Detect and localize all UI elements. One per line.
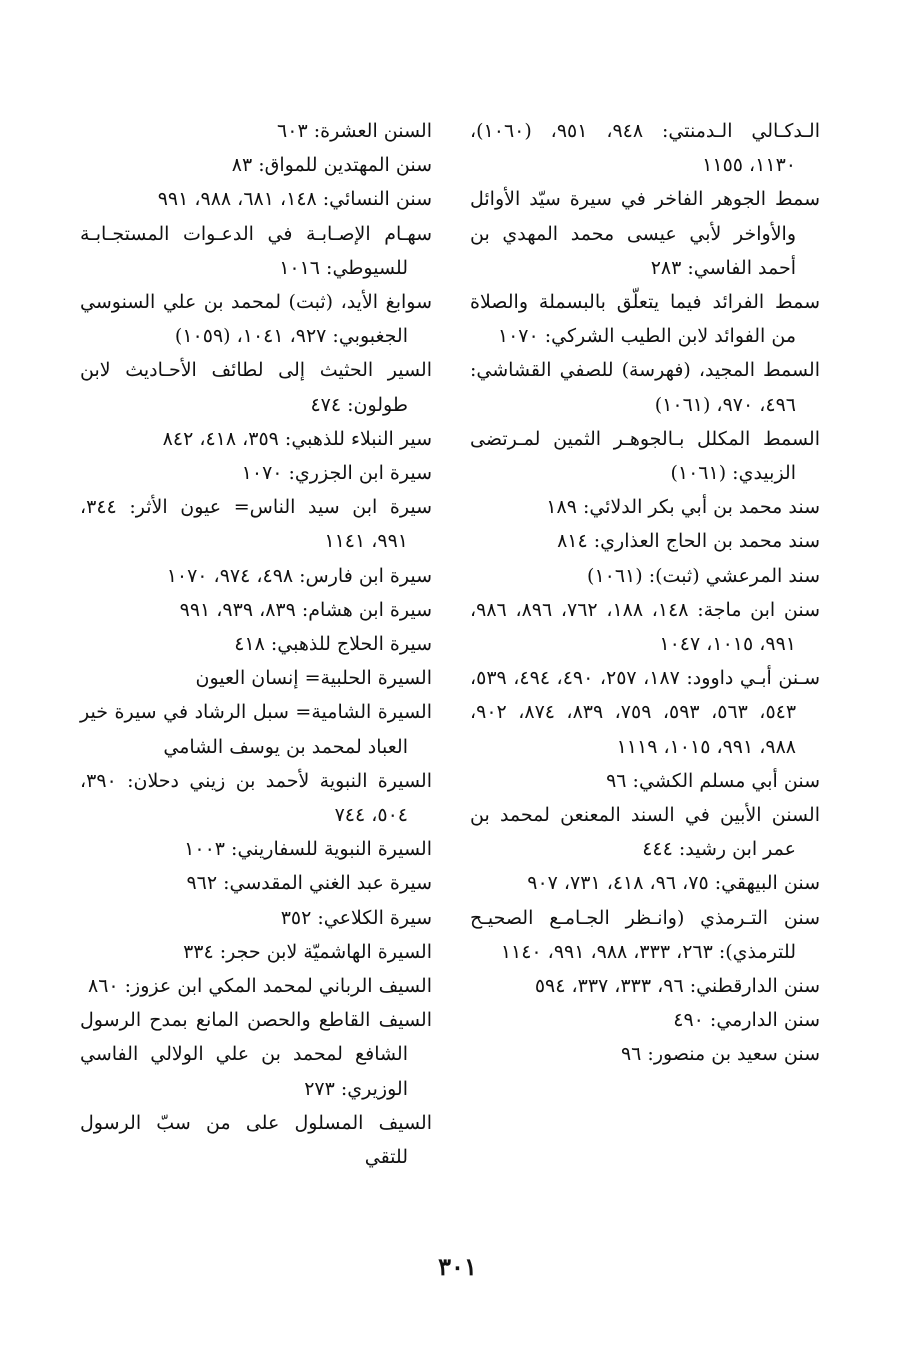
index-entry: سير النبلاء للذهبي: ٣٥٩، ٤١٨، ٨٤٢	[162, 427, 432, 450]
index-entry: سيرة الحلاج للذهبي: ٤١٨	[234, 633, 432, 656]
index-entry: سنن النسائي: ١٤٨، ٦٨١، ٩٨٨، ٩٩١	[157, 188, 432, 211]
index-entry: سنن التـرمذي (وانـظر الجـامـع الصحيـح للترمذي): ٢٦٣، ٣٣٣، ٩٨٨، ٩٩١، ١١٤٠	[470, 906, 820, 963]
index-entry: السير الحثيث إلى لطائف الأحـاديث لابن طولون: ٤٧٤	[80, 359, 432, 416]
index-entry: السيرة الهاشميّة لابن حجر: ٣٣٤	[183, 940, 432, 963]
index-entry: السيرة الشامية= سبل الرشاد في سيرة خير العباد لمحمد بن يوسف الشامي	[80, 701, 432, 758]
index-entry: سند المرعشي (ثبت): (١٠٦١)	[587, 564, 820, 587]
index-entry: السمط المكلل بـالجوهـر الثمين لمـرتضى الزبيدي: (١٠٦١)	[470, 427, 820, 485]
index-column-left	[80, 114, 432, 1174]
index-entry: السيرة النبوية لأحمد بن زيني دحلان: ٣٩٠، ٥٠٤، ٧٤٤	[80, 769, 432, 827]
index-entry: سنن الدارقطني: ٩٦، ٣٣٣، ٣٣٧، ٥٩٤	[534, 975, 820, 998]
index-entry: سوابغ الأيد، (ثبت) لمحمد بن علي السنوسي الجغبوبي: ٩٢٧، ١٠٤١، (١٠٥٩)	[80, 291, 432, 348]
index-entry: سنن الدارمي: ٤٩٠	[673, 1009, 820, 1032]
index-entry: سيرة عبد الغني المقدسي: ٩٦٢	[186, 872, 432, 895]
index-entry: السيرة النبوية للسفاريني: ١٠٠٣	[184, 838, 432, 861]
index-entry: سند محمد بن الحاج العذاري: ٨١٤	[557, 530, 820, 553]
index-entry: سهـام الإصـابـة في الدعـوات المستجـابـة للسيوطي: ١٠١٦	[80, 222, 432, 279]
index-entry: سنن ابن ماجة: ١٤٨، ١٨٨، ٧٦٢، ٨٩٦، ٩٨٦، ٩٩١، ١٠١٥، ١٠٤٧	[470, 598, 820, 656]
index-entry: الـدكـالي الـدمنتي: ٩٤٨، ٩٥١، (١٠٦٠)، ١١٣٠، ١١٥٥	[470, 120, 820, 177]
index-entry: سـنن أبـي داوود: ١٨٧، ٢٥٧، ٤٩٠، ٤٩٤، ٥٣٩، ٥٤٣، ٥٦٣، ٥٩٣، ٧٥٩، ٨٣٩، ٨٧٤، ٩٠٢، ٩٨٨، ٩٩١، ١٠١٥، ١١١٩	[470, 667, 821, 758]
index-entry: سيرة ابن الجزري: ١٠٧٠	[241, 462, 432, 485]
index-entry: سنن أبي مسلم الكشي: ٩٦	[606, 769, 820, 792]
index-entry: السيف القاطع والحصن المانع بمدح الرسول الشافع لمحمد بن علي الولالي الفاسي الوزيري: ٢٧٣	[80, 1009, 432, 1100]
index-entry: السمط المجيد، (فهرسة) للصفي القشاشي: ٤٩٦، ٩٧٠، (١٠٦١)	[470, 359, 820, 416]
index-column-right	[470, 114, 820, 1072]
index-entry: سمط الجوهر الفاخر في سيرة سيّد الأوائل والأواخر لأبي عيسى محمد المهدي بن أحمد الفاسي: ٢٨٣	[470, 188, 820, 279]
index-entry: السيف الرباني لمحمد المكي ابن عزوز: ٨٦٠	[87, 975, 432, 998]
page-number: ٣٠١	[438, 1252, 477, 1281]
index-entry: سيرة ابن هشام: ٨٣٩، ٩٣٩، ٩٩١	[179, 598, 432, 621]
index-entry: سنن المهتدين للمواق: ٨٣	[231, 154, 432, 177]
index-entry: السنن الأبين في السند المعنعن لمحمد بن عمر ابن رشيد: ٤٤٤	[470, 804, 820, 861]
index-entry: سيرة الكلاعي: ٣٥٢	[280, 906, 432, 929]
index-entry: سنن سعيد بن منصور: ٩٦	[620, 1043, 820, 1066]
index-entry: سيرة ابن فارس: ٤٩٨، ٩٧٤، ١٠٧٠	[166, 564, 432, 587]
index-entry: السيرة الحلبية= إنسان العيون	[195, 667, 432, 690]
index-entry: سند محمد بن أبي بكر الدلائي: ١٨٩	[546, 496, 820, 519]
index-entry: سيرة ابن سيد الناس= عيون الأثر: ٣٤٤، ٩٩١، ١١٤١	[80, 496, 432, 553]
index-entry: السيف المسلول على من سبّ الرسول للتقي	[80, 1111, 432, 1169]
index-entry: سنن البيهقي: ٧٥، ٩٦، ٤١٨، ٧٣١، ٩٠٧	[527, 872, 820, 895]
index-entry: سمط الفرائد فيما يتعلّق بالبسملة والصلاة من الفوائد لابن الطيب الشركي: ١٠٧٠	[470, 291, 820, 348]
index-entry: السنن العشرة: ٦٠٣	[277, 120, 432, 142]
